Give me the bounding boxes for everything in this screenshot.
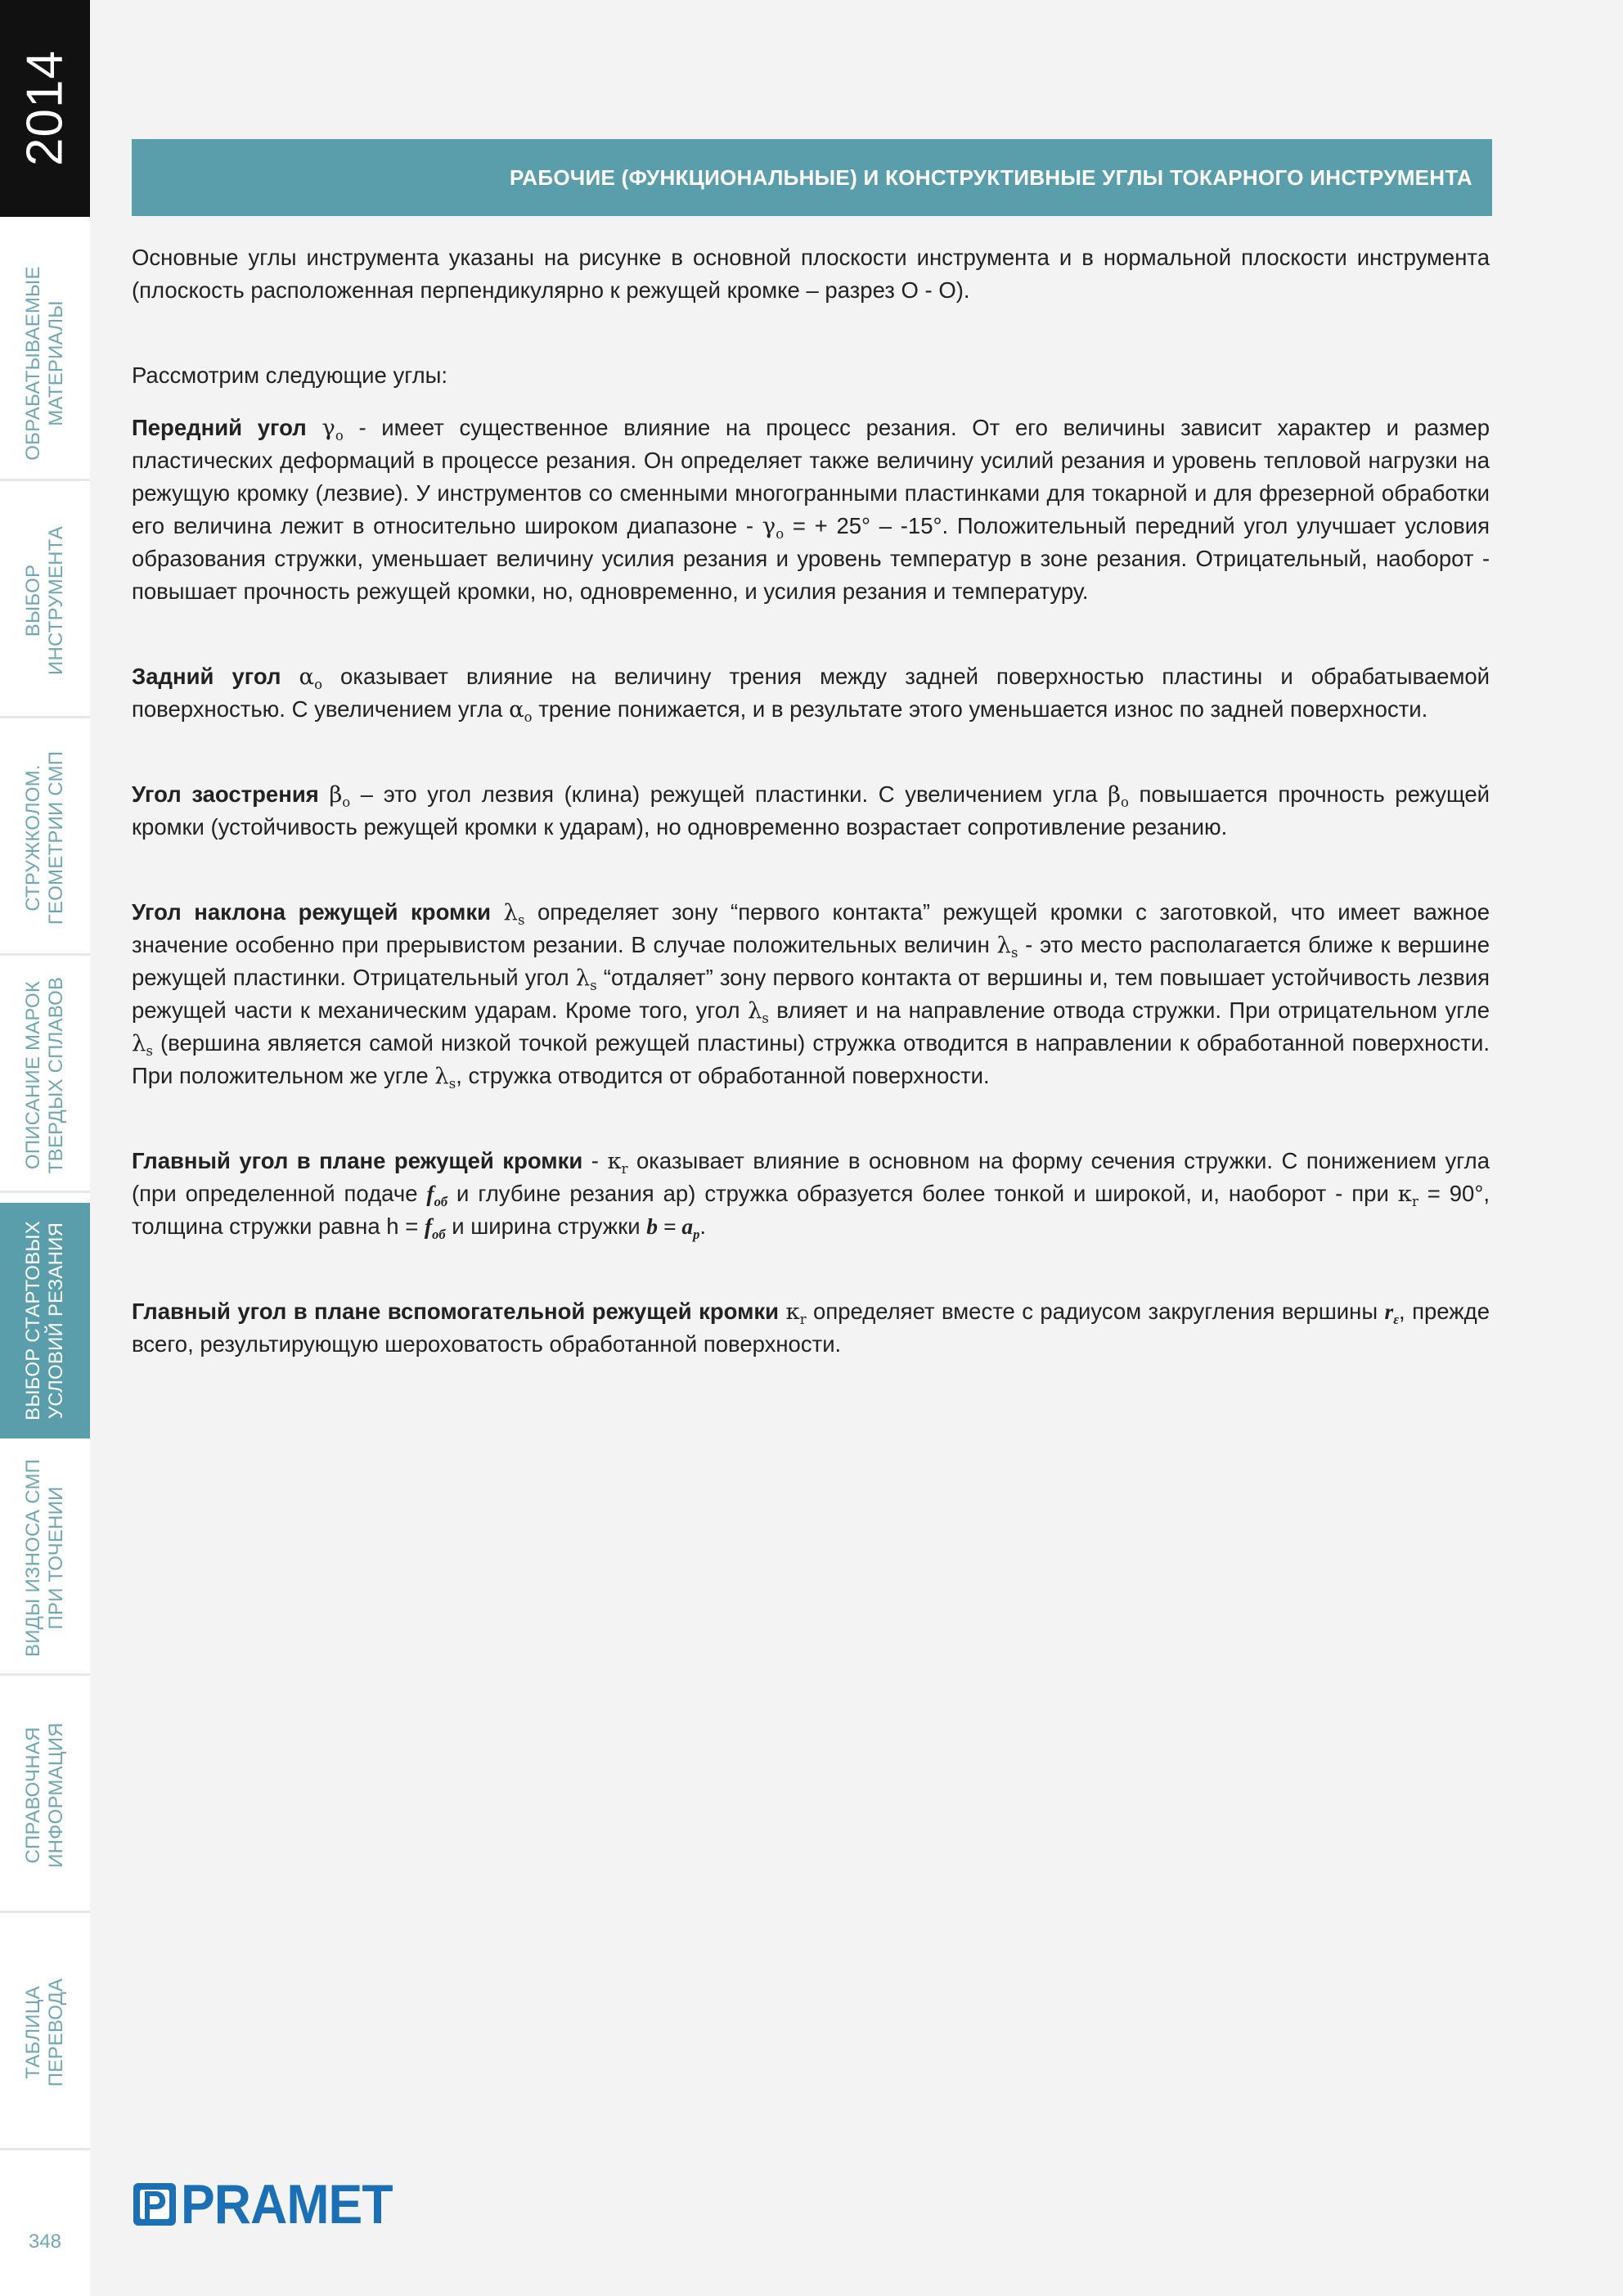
article-body: [132, 241, 1490, 1361]
sidebar-tab-cutting-conditions[interactable]: [0, 1203, 90, 1438]
lambda-symbol: $\lambda_s$: [575, 965, 597, 993]
alpha-symbol: $\alpha_o$: [509, 696, 533, 725]
term-aux-lead-angle: Главный угол в плане вспомогательной режущей кромки: [132, 1299, 780, 1324]
pramet-logo-text: PRAMET: [181, 2173, 393, 2235]
section-title: РАБОЧИЕ (ФУНКЦИОНАЛЬНЫЕ) И КОНСТРУКТИВНЫЕ УГЛЫ ТОКАРНОГО ИНСТРУМЕНТА: [509, 165, 1472, 190]
sidebar-tab-label: ПЕРЕВОДА: [45, 1978, 67, 2087]
year-badge: [0, 0, 90, 217]
kappa-symbol: $\kappa_r$: [1397, 1181, 1418, 1209]
beta-symbol: $\beta_o$: [329, 781, 351, 810]
term-main-lead-angle: Главный угол в плане режущей кромки: [132, 1148, 583, 1173]
sidebar: [0, 0, 90, 2296]
feed-symbol: $f_{об}$: [426, 1181, 448, 1209]
term-wedge-angle: Угол заострения: [132, 781, 319, 807]
sidebar-tab-chipbreakers[interactable]: [0, 720, 90, 956]
sidebar-tab-wear-types[interactable]: [0, 1440, 90, 1676]
sidebar-tab-label: ВИДЫ ИЗНОСА СМП: [22, 1459, 44, 1657]
sidebar-tab-label: СТРУЖКОЛОМ.: [22, 764, 44, 912]
sidebar-tab-label: ТВЕРДЫХ СПЛАВОВ: [45, 976, 67, 1174]
kappa-symbol: $\kappa_r$: [785, 1299, 807, 1327]
sidebar-tab-label: ОПИСАНИЕ МАРОК: [22, 980, 44, 1170]
page-number: 348: [28, 2231, 62, 2253]
term-clearance-angle: Задний угол: [132, 664, 281, 689]
sidebar-tab-label: ОБРАБАТЫВАЕМЫЕ: [22, 266, 44, 461]
sidebar-tab-label: ПРИ ТОЧЕНИИ: [45, 1486, 67, 1630]
sidebar-tab-reference-info[interactable]: [0, 1677, 90, 1913]
sidebar-tab-label: УСЛОВИЙ РЕЗАНИЯ: [45, 1222, 67, 1420]
corner-radius-symbol: $r_\varepsilon$: [1384, 1299, 1400, 1327]
sidebar-tab-label: ИНСТРУМЕНТА: [45, 526, 67, 675]
main-lead-angle-paragraph: Главный угол в плане режущей кромки - $\kappa_r$ оказывает влияние в основном на форму сечения стружки. С понижением угла (при определенной подаче $f_{об}$ и глубине резания ар) стружка образуется более тонкой и широкой, и, наоборот - при $\kappa_r = 90^\circ$, толщина стружки равна $h = f_{об}$ и ширина стружки $b = a_p$.: [132, 1148, 1490, 1242]
sidebar-tab-label: МАТЕРИАЛЫ: [45, 300, 67, 426]
sidebar-tab-label: ГЕОМЕТРИИ СМП: [45, 750, 67, 925]
sidebar-tab-materials[interactable]: [0, 245, 90, 481]
pramet-logo-icon: [132, 2181, 178, 2227]
sidebar-tab-carbide-grades[interactable]: [0, 957, 90, 1193]
pramet-logo: [132, 2173, 402, 2235]
lambda-symbol: $\lambda_s$: [996, 932, 1018, 961]
sidebar-tab-label: СПРАВОЧНАЯ: [22, 1727, 44, 1864]
sidebar-tab-tool-selection[interactable]: [0, 483, 90, 718]
term-inclination-angle: Угол наклона режущей кромки: [132, 899, 492, 925]
gamma-symbol: $\gamma_o$: [321, 415, 344, 443]
wedge-angle-paragraph: Угол заострения $\beta_o$ – это угол лезвия (клина) режущей пластинки. С увеличением угла $\beta_o$ повышается прочность режущей кромки (устойчивость режущей кромки к ударам), но одновременно возрастает сопротивление резанию.: [132, 781, 1490, 840]
kappa-symbol: $\kappa_r$: [607, 1148, 628, 1177]
sidebar-tab-label: ТАБЛИЦА: [22, 1986, 44, 2079]
lambda-symbol: $\lambda_s$: [434, 1063, 456, 1092]
sidebar-tab-label: ВЫБОР: [22, 564, 44, 637]
term-rake-angle: Передний угол: [132, 415, 307, 440]
intro-paragraph: Основные углы инструмента указаны на рисунке в основной плоскости инструмента и в нормальной плоскости инструмента (плоскость расположенная перпендикулярно к режущей кромке – разрез O - O).: [132, 245, 1490, 303]
sidebar-tab-label: ИНФОРМАЦИЯ: [45, 1722, 67, 1868]
chip-width-formula: $b = a_p$: [646, 1213, 700, 1242]
sidebar-tab-conversion-table[interactable]: [0, 1915, 90, 2150]
feed-symbol: $f_{об}$: [424, 1213, 446, 1242]
consider-line: Рассмотрим следующие углы:: [132, 362, 448, 388]
aux-lead-angle-paragraph: Главный угол в плане вспомогательной режущей кромки $\kappa_r$ определяет вместе с радиусом закругления вершины $r_\varepsilon$, прежде всего, результирующую шероховатость обработанной поверхности.: [132, 1299, 1490, 1357]
rake-angle-paragraph: Передний угол $\gamma_o$ - имеет существенное влияние на процесс резания. От его величины зависит характер и размер пластических деформаций в процессе резания. Он определяет также величину усилий резания и уровень тепловой нагрузки на режущую кромку (лезвие). У инструментов со сменными многогранными пластинками для токарной и для фрезерной обработки его величина лежит в относительно широком диапазоне - $\gamma_o$ = + 25° – -15°. Положительный передний угол улучшает условия образования стружки, уменьшает величину усилия резания и уровень температур в зоне резания. Отрицательный, наоборот - повышает прочность режущей кромки, но, одновременно, и усилия резания и температуру.: [132, 415, 1490, 604]
lambda-symbol: $\lambda_s$: [503, 899, 525, 928]
alpha-symbol: $\alpha_o$: [299, 664, 322, 692]
lambda-symbol: $\lambda_s$: [132, 1030, 153, 1059]
year-label: 2014: [16, 50, 74, 166]
lambda-symbol: $\lambda_s$: [747, 997, 769, 1026]
section-header-bar: [132, 139, 1492, 216]
clearance-angle-paragraph: Задний угол $\alpha_o$ оказывает влияние на величину трения между задней поверхностью пластины и обрабатываемой поверхностью. С увеличением угла $\alpha_o$ трение понижается, и в результате этого уменьшается износ по задней поверхности.: [132, 664, 1490, 725]
sidebar-tab-label: ВЫБОР СТАРТОВЫХ: [22, 1221, 44, 1420]
beta-symbol: $\beta_o$: [1108, 781, 1129, 810]
inclination-angle-paragraph: Угол наклона режущей кромки $\lambda_s$ определяет зону “первого контакта” режущей кромки с заготовкой, что имеет важное значение особенно при прерывистом резании. В случае положительных величин $\lambda_s$ - это место располагается ближе к вершине режущей пластинки. Отрицательный угол $\lambda_s$ “отдаляет” зону первого контакта от вершины и, тем повышает устойчивость лезвия режущей части к механическим ударам. Кроме того, угол $\lambda_s$ влияет и на направление отвода стружки. При отрицательном угле $\lambda_s$ (вершина является самой низкой точкой режущей пластины) стружка отводится в направлении к обработанной поверхности. При положительном же угле $\lambda_s$, стружка отводится от обработанной поверхности.: [132, 899, 1490, 1092]
gamma-symbol: $\gamma_o$: [762, 513, 785, 542]
